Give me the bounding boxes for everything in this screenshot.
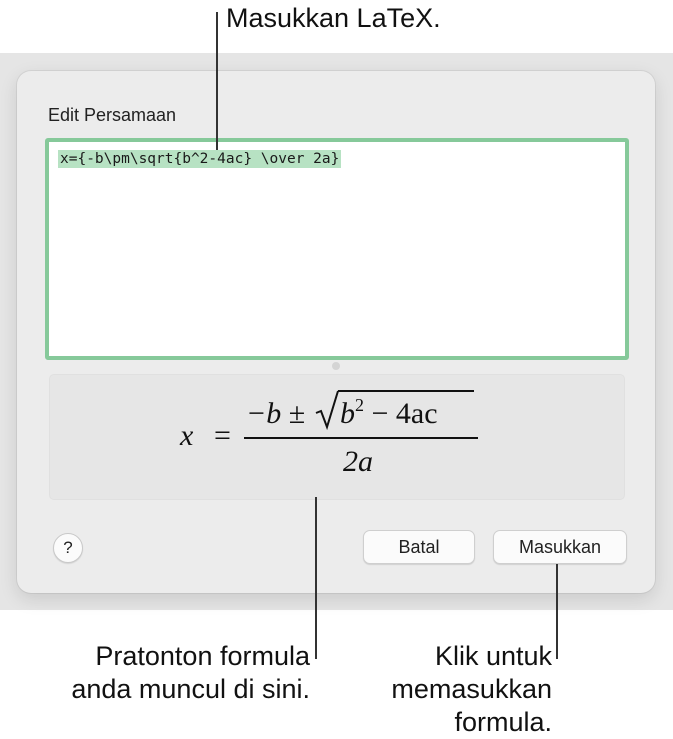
callout-line-preview: [315, 497, 317, 659]
help-button[interactable]: ?: [53, 533, 83, 563]
callout-preview-line1: Pratonton formula: [95, 641, 310, 671]
callout-insert-line2: memasukkan: [391, 674, 552, 704]
formula-numerator-sign: −b ±: [246, 397, 306, 430]
edit-equation-dialog: [17, 71, 655, 593]
callout-insert-line1: Klik untuk: [434, 641, 552, 671]
callout-preview-line2: anda muncul di sini.: [71, 674, 310, 704]
formula-equals: =: [214, 419, 231, 452]
fraction-bar: [244, 437, 478, 439]
latex-text-selected[interactable]: x={-b\pm\sqrt{b^2-4ac} \over 2a}: [60, 151, 340, 167]
formula-render: [50, 375, 624, 499]
insert-button[interactable]: Masukkan: [493, 530, 627, 564]
resize-handle[interactable]: [332, 362, 340, 370]
sqrt-symbol: [314, 389, 340, 431]
callout-line-insert: [556, 564, 558, 659]
formula-radicand: $b^2 - 4ac$: [340, 395, 438, 430]
cancel-button[interactable]: Batal: [363, 530, 475, 564]
formula-lhs: x: [180, 419, 194, 452]
callout-insert-line3: formula.: [454, 707, 552, 737]
callout-line-latex: [216, 12, 218, 150]
sqrt-bar: [338, 390, 474, 392]
latex-input[interactable]: [45, 138, 629, 360]
formula-preview: [49, 374, 625, 500]
callout-insert: [352, 640, 552, 739]
formula-denominator: 2a: [343, 445, 373, 478]
dialog-title: Edit Persamaan: [48, 105, 177, 125]
callout-latex-input: Masukkan LaTeX.: [226, 3, 441, 33]
callout-preview: [40, 640, 310, 706]
